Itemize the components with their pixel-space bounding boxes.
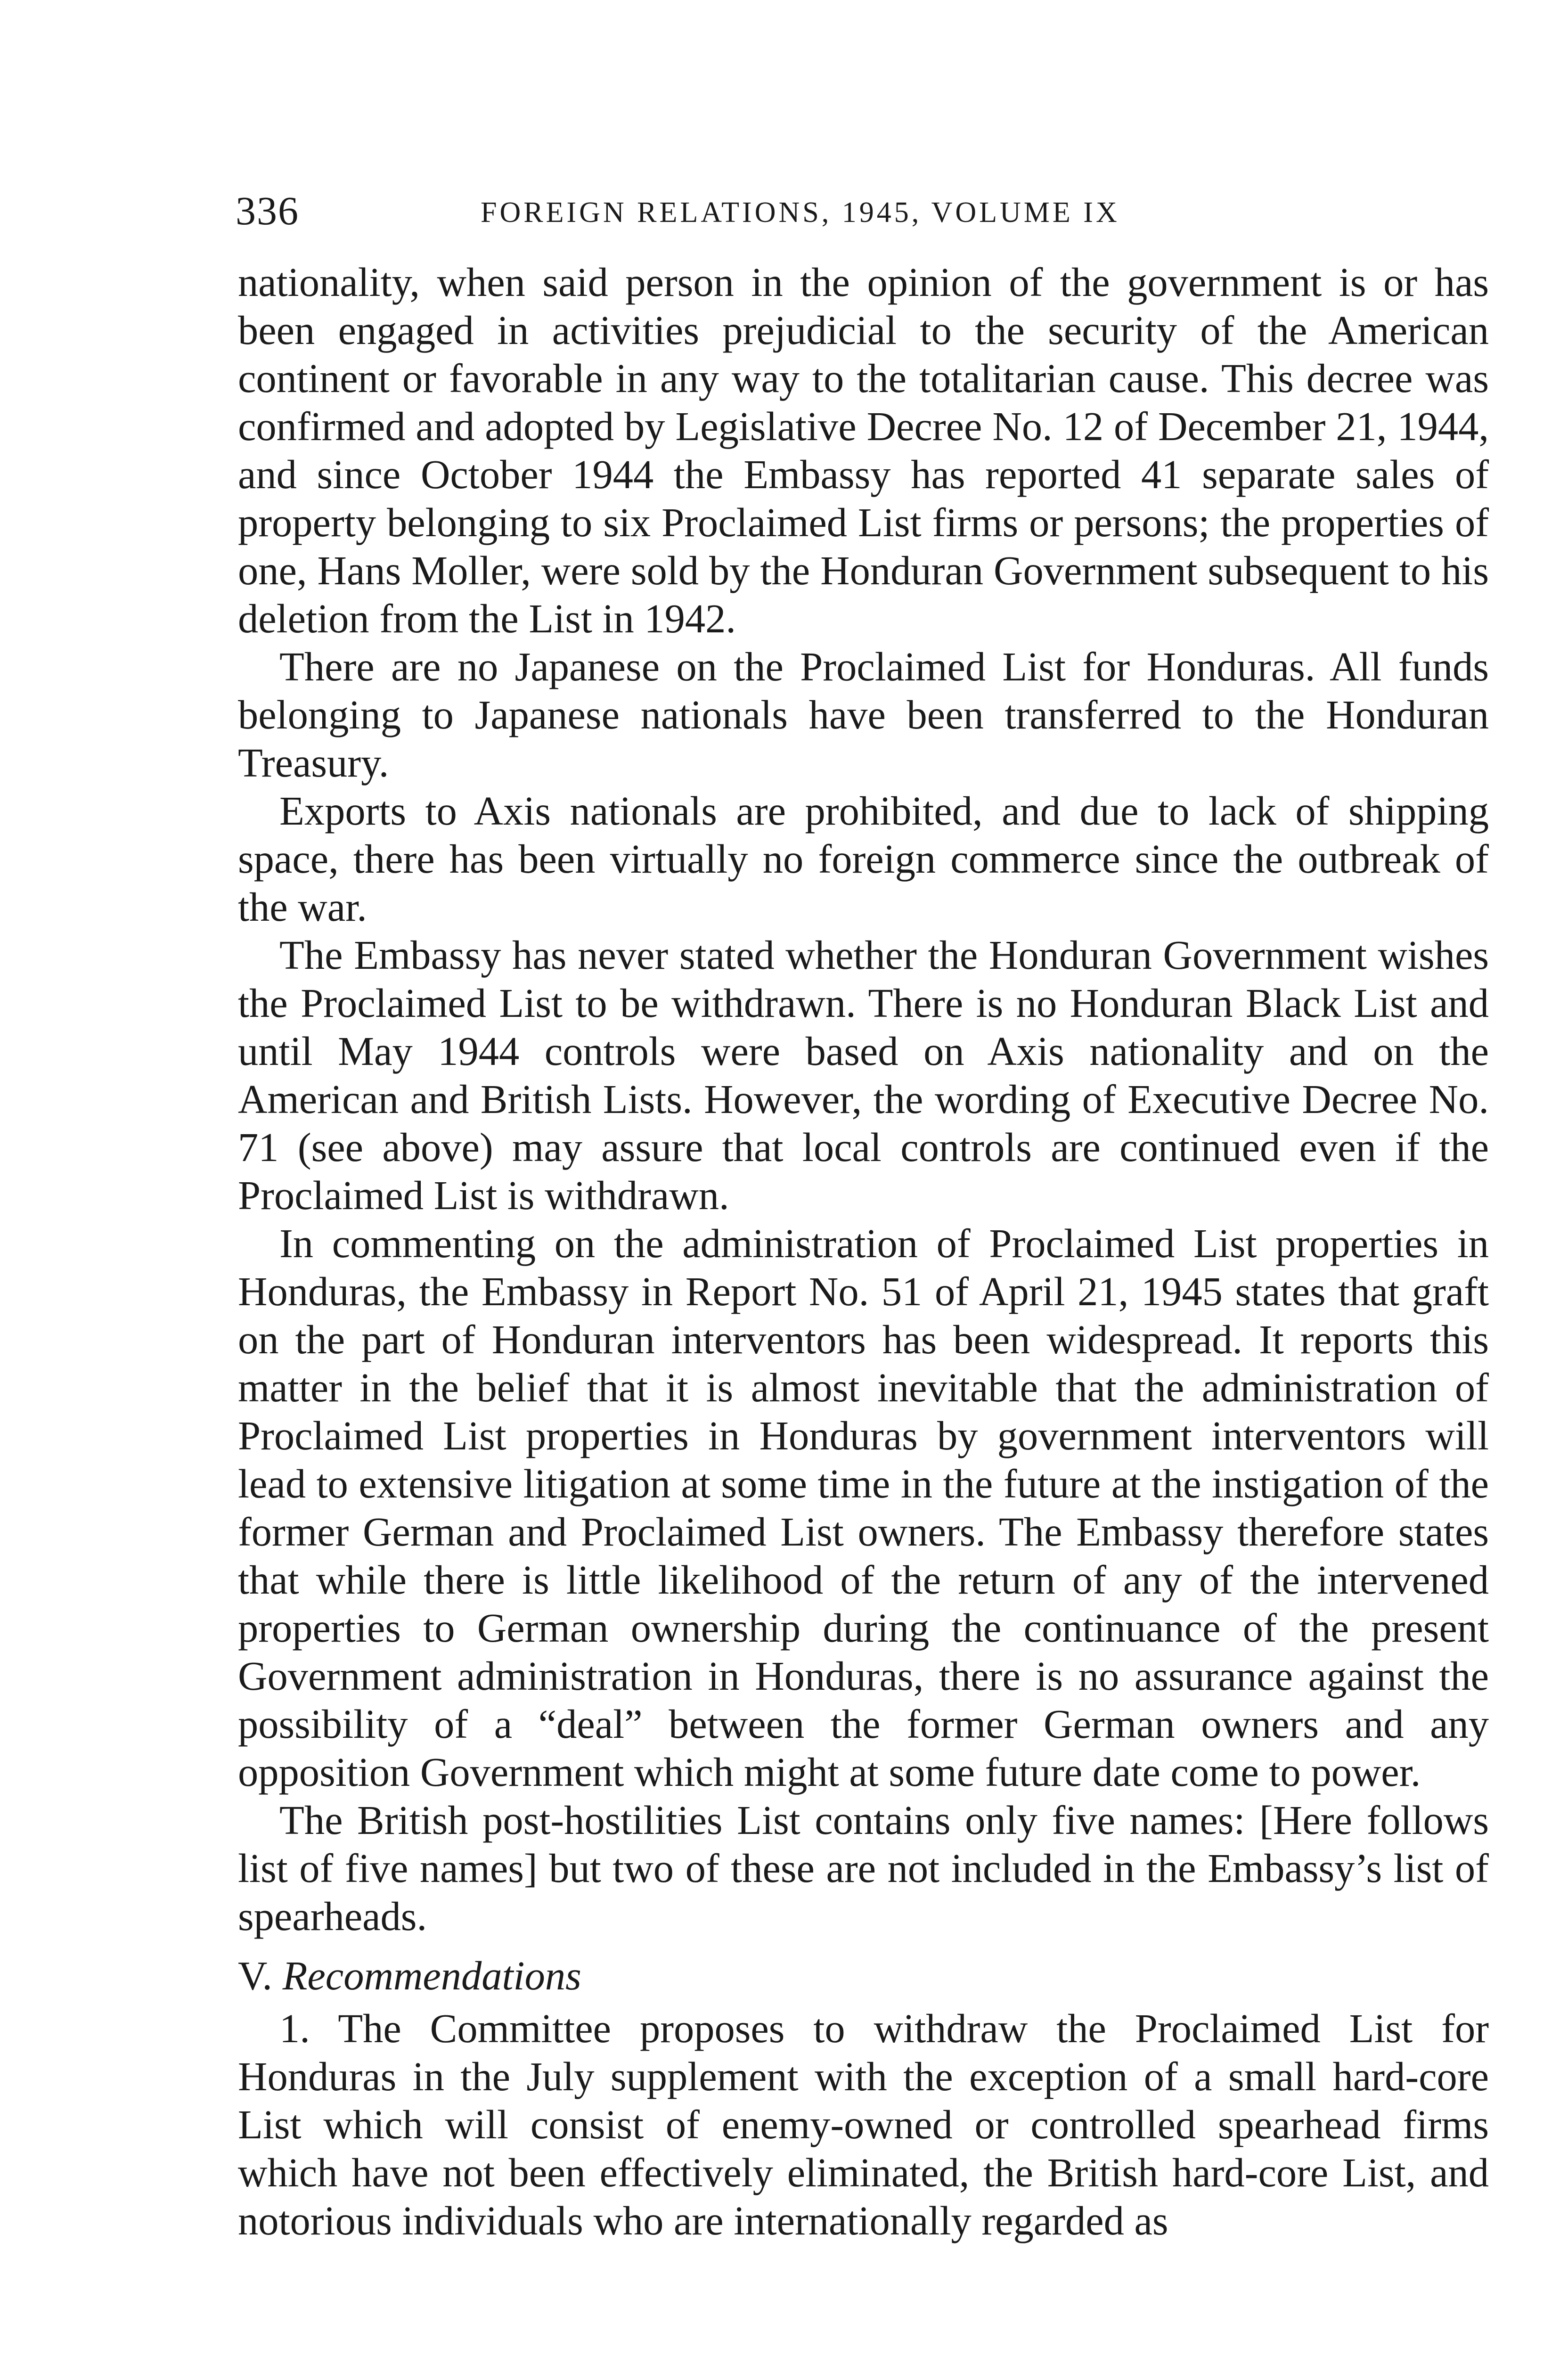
paragraph: The Embassy has never stated whether the Honduran Government wishes the Proclaimed List to be withdrawn. There is no Honduran Black List and until May 1944 controls were based on Axis nationality and on the American and British Lists. However, the wording of Executive Decree No. 71 (see above) may assure that local controls are continued even if the Proclaimed List is withdrawn. [238,933,1489,1218]
paragraph: Exports to Axis nationals are prohibited, and due to lack of shipping space, there has been virtually no foreign commerce since the outbreak of the war. [238,788,1489,930]
paragraph: In commenting on the administration of Proclaimed List properties in Honduras, the Embassy in Report No. 51 of April 21, 1945 states that graft on the part of Honduran interventors has been widespread. It reports this matter in the belief that it is almost inevitable that the administration of Proclaimed List properties in Honduras by government interventors will lead to extensive litigation at some time in the future at the instigation of the former German and Proclaimed List owners. The Embassy therefore states that while there is little likelihood of the return of any of the intervened properties to German ownership during the continuance of the present Government administration in Honduras, there is no assurance against the possibility of a “deal” between the former German owners and any opposition Government which might at some future date come to power. [238,1221,1489,1795]
section-title: Recommendations [282,1953,581,1998]
running-title: FOREIGN RELATIONS, 1945, VOLUME IX [481,196,1120,229]
recommendation-item: 1. The Committee proposes to withdraw the Proclaimed List for Honduras in the July supplement with the exception of a small hard-core List which will consist of enemy-owned or controlled spearhead firms which have not been effectively eliminated, the British hard-core List, and notorious individuals who are internationally regarded as [238,2006,1489,2243]
paragraph: The British post-hostilities List contains only five names: [Here follows list of five names] but two of these are not included in the Embassy’s list of spearheads. [238,1798,1489,1939]
paragraph-continued: nationality, when said person in the opinion of the government is or has been engaged in activities prejudicial to the security of the American continent or favorable in any way to the totalitarian cause. This decree was confirmed and adopted by Legislative Decree No. 12 of December 21, 1944, and since October 1944 the Embassy has reported 41 separate sales of property belonging to six Proclaimed List firms or persons; the properties of one, Hans Moller, were sold by the Honduran Government subsequent to his deletion from the List in 1942. [238,260,1489,641]
section-heading [238,1952,1489,2000]
paragraph: There are no Japanese on the Proclaimed List for Honduras. All funds belonging to Japanese nationals have been transferred to the Honduran Treasury. [238,644,1489,785]
section-number: V. [238,1953,272,1998]
page-number: 336 [236,188,299,233]
body-text [238,258,1489,2245]
running-header [236,185,1489,237]
